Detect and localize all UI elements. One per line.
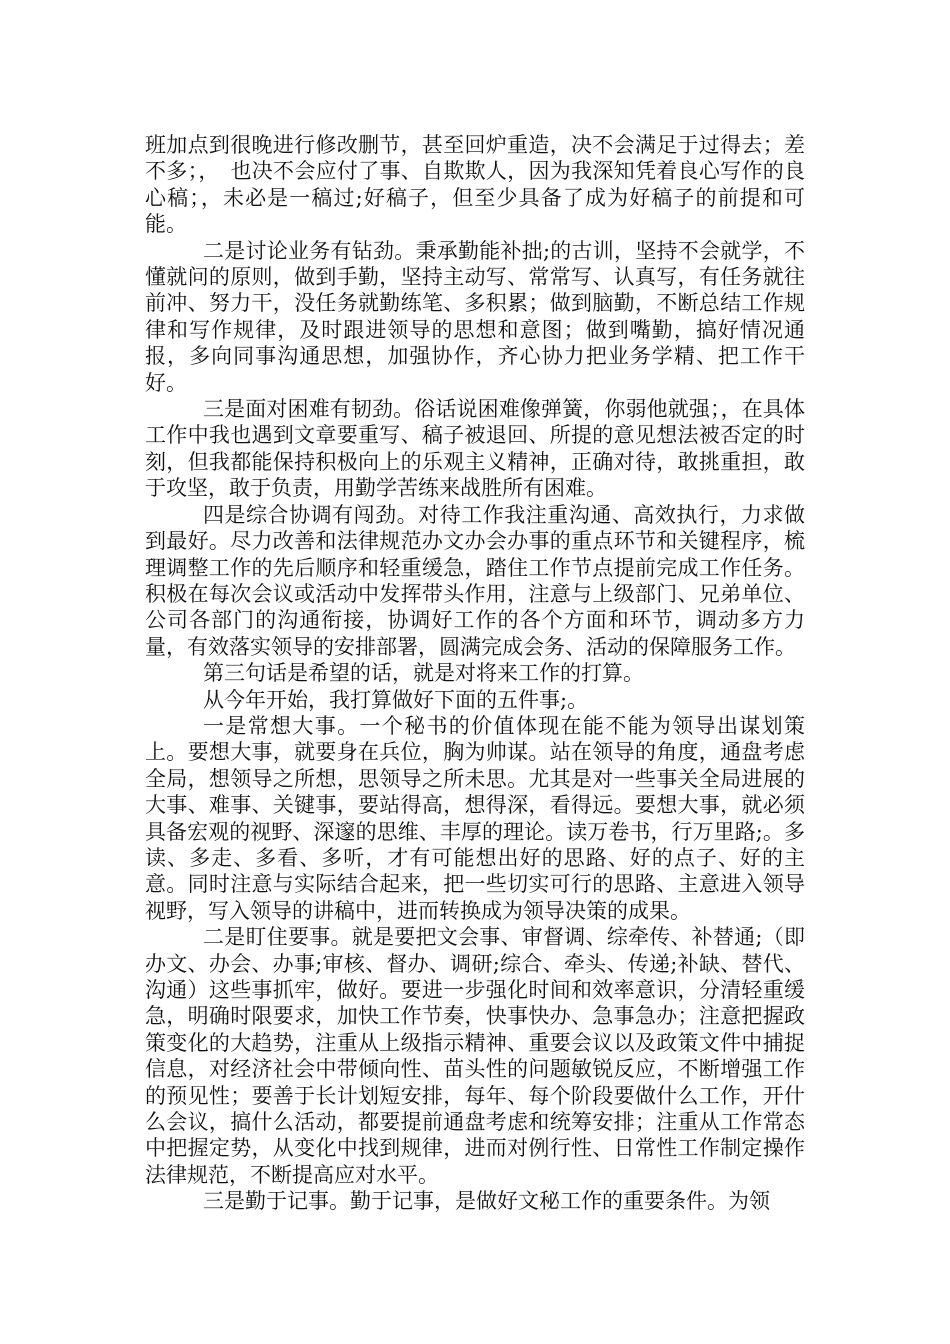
paragraph-7: 一是常想大事。一个秘书的价值体现在能不能为领导出谋划策上。要想大事，就要身在兵位，胸为帅谋。站在领导的角度，通盘考虑全局，想领导之所想，思领导之所未思。尤其是对一些事关全局进展的大事、难事、关键事，要站得高，想得深，看得远。要想大事，就必须具备宏观的视野、深邃的思维、丰厚的理论。读万卷书，行万里路;。多读、多走、多看、多听，才有可能想出好的思路、好的点子、好的主意。同时注意与实际结合起来，把一些切实可行的思路、主意进入领导视野，写入领导的讲稿中，进而转换成为领导决策的成果。 [145,713,805,923]
paragraph-3: 三是面对困难有韧劲。俗话说困难像弹簧，你弱他就强；，在具体工作中我也遇到文章要重写、稿子被退回、所提的意见想法被否定的时刻，但我都能保持积极向上的乐观主义精神，正确对待，敢挑重担，敢于攻坚，敢于负责，用勤学苦练来战胜所有困难。 [145,397,805,501]
document-page [145,132,805,1215]
paragraph-5: 第三句话是希望的话，就是对将来工作的打算。 [203,661,644,686]
paragraph-9: 三是勤于记事。勤于记事，是做好文秘工作的重要条件。为领 [203,1189,770,1214]
paragraph-1: 班加点到很晚进行修改删节，甚至回炉重造，决不会满足于过得去；差不多；， 也决不会应付了事、自欺欺人，因为我深知凭着良心写作的良心稿；，未必是一稿过;好稿子，但至少具备了成为好稿子的前提和可能。 [145,133,805,237]
paragraph-4: 四是综合协调有闯劲。对待工作我注重沟通、高效执行，力求做到最好。尽力改善和法律规范办文办会办事的重点环节和关键程序，梳理调整工作的先后顺序和轻重缓急，踏住工作节点提前完成工作任务。积极在每次会议或活动中发挥带头作用，注意与上级部门、兄弟单位、公司各部门的沟通衔接，协调好工作的各个方面和环节，调动多方力量，有效落实领导的安排部署，圆满完成会务、活动的保障服务工作。 [145,502,805,659]
paragraph-2: 二是讨论业务有钻劲。秉承勤能补拙;的古训，坚持不会就学，不懂就问的原则，做到手勤，坚持主动写、常常写、认真写，有任务就往前冲、努力干，没任务就勤练笔、多积累；做到脑勤，不断总结工作规律和写作规律，及时跟进领导的思想和意图；做到嘴勤，搞好情况通报，多向同事沟通思想，加强协作，齐心协力把业务学精、把工作干好。 [145,238,805,395]
paragraph-6: 从今年开始，我打算做好下面的五件事;。 [203,687,589,712]
paragraph-8: 二是盯住要事。就是要把文会事、审督调、综牵传、补替通;（即办文、办会、办事;审核、督办、调研;综合、牵头、传递;补缺、替代、沟通）这些事抓牢，做好。要进一步强化时间和效率意识，分清轻重缓急，明确时限要求，加快工作节奏，快事快办、急事急办；注意把握政策变化的大趋势，注重从上级指示精神、重要会议以及政策文件中捕捉信息，对经济社会中带倾向性、苗头性的问题敏锐反应，不断增强工作的预见性；要善于长计划短安排，每年、每个阶段要做什么工作，开什么会议，搞什么活动，都要提前通盘考虑和统筹安排；注重从工作常态中把握定势，从变化中找到规律，进而对例行性、日常性工作制定操作法律规范，不断提高应对水平。 [145,925,805,1187]
